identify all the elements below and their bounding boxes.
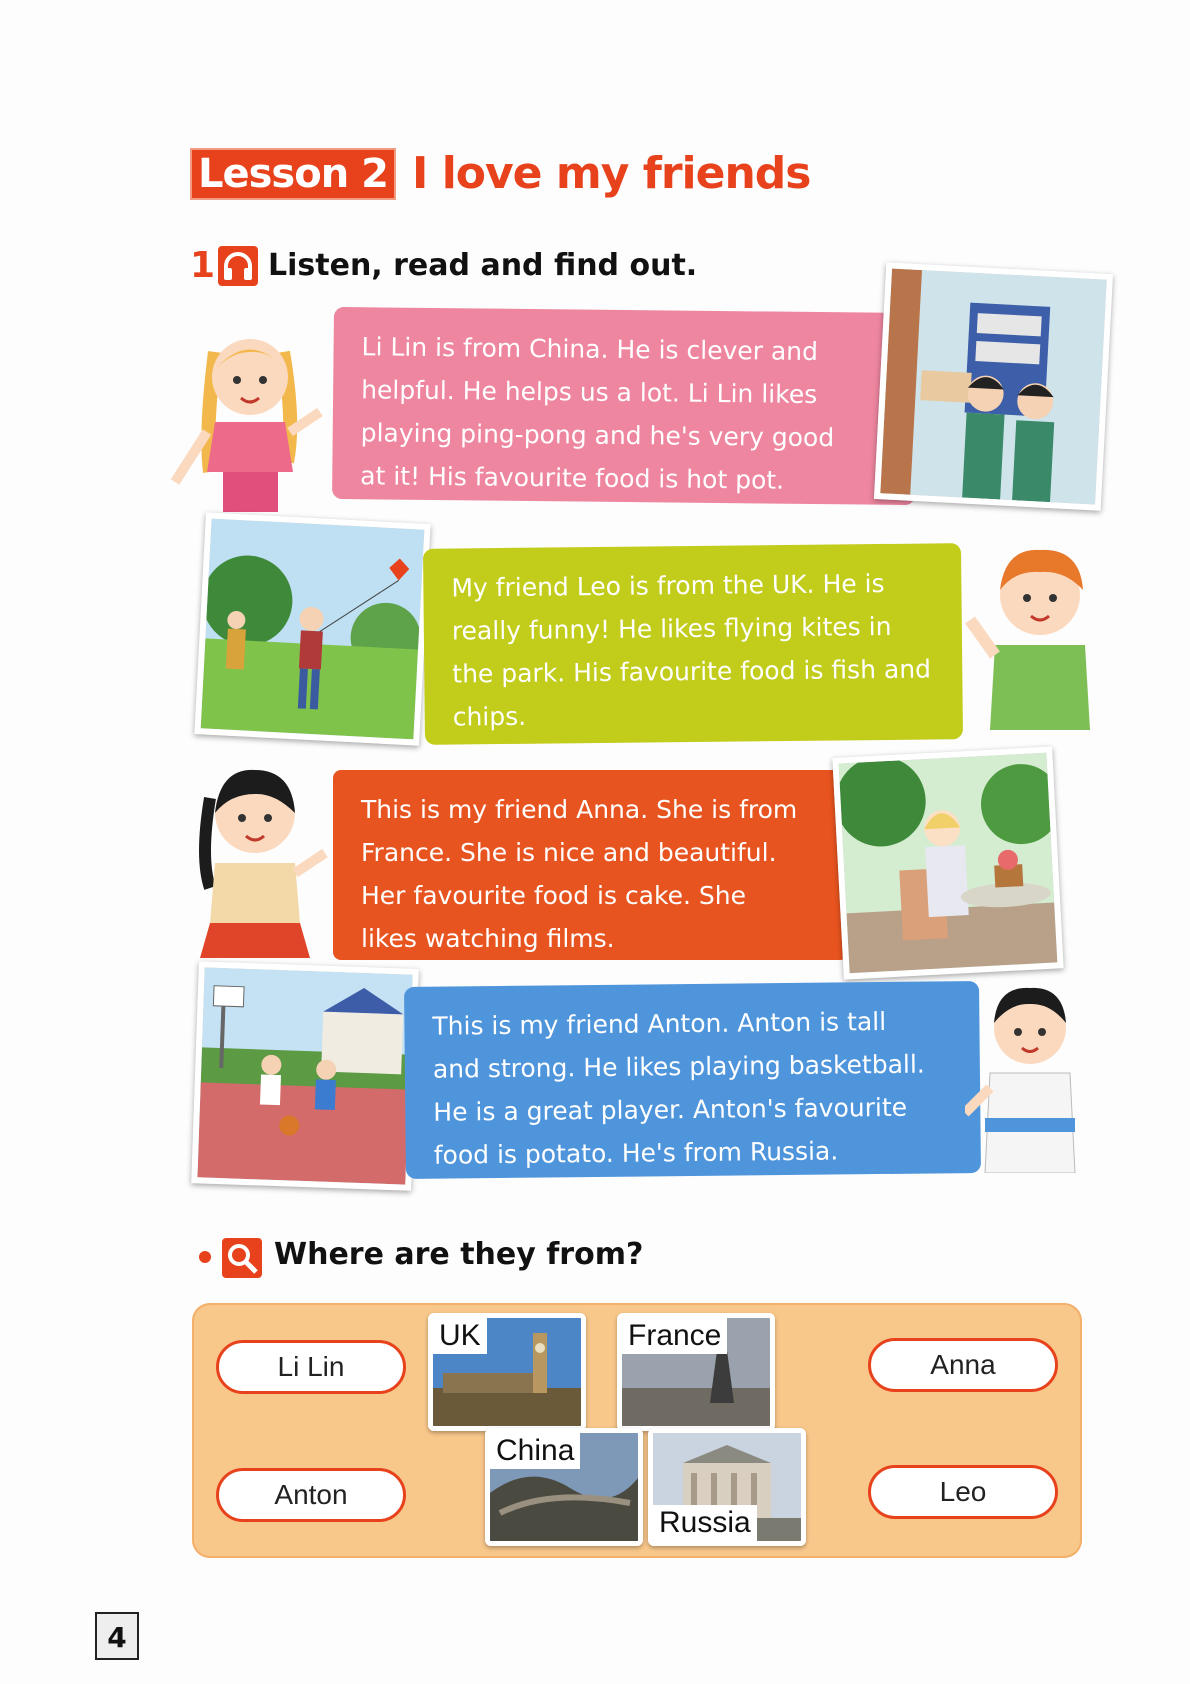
country-label-uk: UK — [433, 1318, 487, 1354]
bubble-line: Her favourite food is cake. She — [361, 881, 746, 910]
lesson-badge: Lesson 2 — [190, 148, 396, 200]
bubble-line: likes watching films. — [361, 924, 615, 953]
country-label-france: France — [622, 1318, 727, 1354]
country-photo-france[interactable] — [617, 1313, 775, 1431]
photo-boy-flying-kite — [194, 512, 430, 745]
boy-white-shirt-illustration — [965, 978, 1095, 1173]
photo-boys-playing-basketball — [191, 961, 419, 1191]
country-label-china: China — [490, 1433, 580, 1469]
name-pill-leo[interactable]: Leo — [868, 1465, 1058, 1519]
bubble-line: helpful. He helps us a lot. Li Lin likes — [361, 375, 818, 410]
bubble-line: chips. — [452, 701, 527, 732]
speech-bubble-anna — [333, 770, 848, 960]
bubble-line: France. She is nice and beautiful. — [361, 838, 777, 867]
bubble-line: food is potato. He's from Russia. — [433, 1136, 839, 1170]
bubble-line: This is my friend Anna. She is from — [361, 795, 798, 824]
photo-girl-eating-cake — [832, 746, 1063, 979]
bubble-line: at it! His favourite food is hot pot. — [360, 461, 785, 495]
bubble-line: playing ping-pong and he's very good — [360, 418, 835, 453]
dark-haired-girl-illustration — [180, 758, 330, 958]
bubble-line: and strong. He likes playing basketball. — [432, 1049, 925, 1084]
bubble-line: the park. His favourite food is fish and — [452, 654, 932, 689]
section-instruction: Listen, read and find out. — [268, 248, 698, 283]
bubble-line: This is my friend Anton. Anton is tall — [432, 1006, 887, 1041]
bubble-line: He is a great player. Anton's favourite — [433, 1092, 908, 1127]
magnifier-icon — [222, 1238, 262, 1278]
page-number: 4 — [95, 1612, 139, 1660]
section-number: 1 — [190, 245, 216, 286]
section-question: Where are they from? — [274, 1237, 644, 1272]
lesson-title: I love my friends — [412, 148, 811, 199]
country-photo-china[interactable] — [485, 1428, 643, 1546]
bubble-line: Li Lin is from China. He is clever and — [361, 332, 819, 367]
name-pill-anton[interactable]: Anton — [216, 1468, 406, 1522]
country-photo-russia[interactable] — [648, 1428, 806, 1546]
bubble-line: really funny! He likes flying kites in — [451, 611, 892, 646]
photo-two-boys-indoors — [874, 262, 1113, 511]
speech-bubble-leo — [423, 543, 963, 745]
speech-bubble-li-lin — [332, 307, 917, 505]
red-haired-boy-illustration — [965, 540, 1115, 730]
speech-bubble-anton — [404, 981, 981, 1179]
headphones-icon[interactable] — [218, 246, 258, 286]
matching-panel — [192, 1303, 1082, 1558]
bubble-line: My friend Leo is from the UK. He is — [451, 568, 885, 603]
bullet-dot — [199, 1251, 211, 1263]
country-label-russia: Russia — [653, 1505, 757, 1541]
name-pill-li-lin[interactable]: Li Lin — [216, 1340, 406, 1394]
name-pill-anna[interactable]: Anna — [868, 1338, 1058, 1392]
girl-pigtails-illustration — [165, 322, 335, 522]
country-photo-uk[interactable] — [428, 1313, 586, 1431]
